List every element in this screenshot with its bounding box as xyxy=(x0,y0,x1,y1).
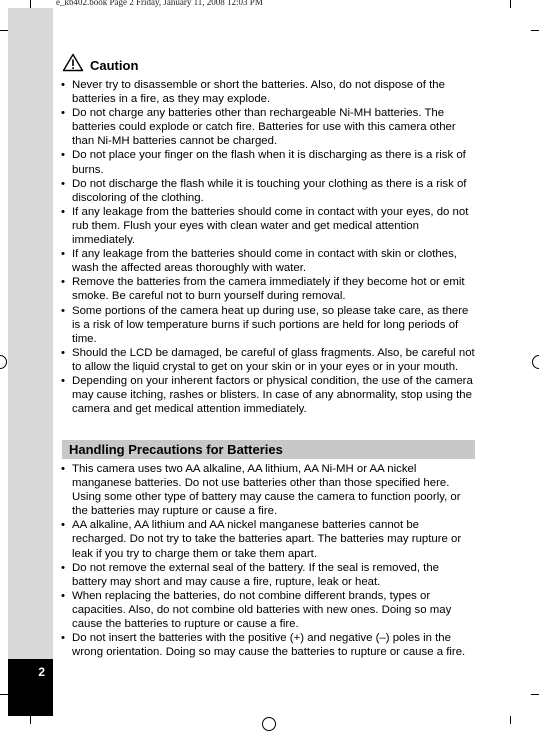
crop-mark xyxy=(510,0,511,8)
list-item: • AA alkaline, AA lithium and AA nickel manganese batteries cannot be recharged. Do not try to take the batteries apart. The batteries may rupture or leak if you try to charge them or take them apart. xyxy=(60,518,476,560)
list-item: • When replacing the batteries, do not combine different brands, types or capacities. Also, do not combine old batteries with new ones. Doing so may cause the batteries to rupture or cause a fire. xyxy=(60,589,476,631)
crop-mark xyxy=(531,30,539,31)
left-margin-band xyxy=(8,8,53,716)
print-header: e_kb402.book Page 2 Friday, January 11, 2008 12:03 PM xyxy=(56,0,263,7)
crop-mark xyxy=(30,716,31,724)
list-item: • Do not charge any batteries other than rechargeable Ni-MH batteries. The batteries could explode or catch fire. Batteries for use with this camera other than Ni-MH batteries cannot be charged. xyxy=(60,106,476,148)
batteries-list xyxy=(60,462,476,659)
list-item: • Do not remove the external seal of the battery. If the seal is removed, the battery may short and may cause a fire, rupture, leak or heat. xyxy=(60,561,476,589)
list-item: • If any leakage from the batteries should come in contact with your eyes, do not rub them. Flush your eyes with clean water and get medical attention immediately. xyxy=(60,205,476,247)
caution-list xyxy=(60,78,476,416)
list-item: • Do not place your finger on the flash when it is discharging as there is a risk of burns. xyxy=(60,148,476,176)
crop-mark xyxy=(30,0,31,8)
list-item: • Do not discharge the flash while it is touching your clothing as there is a risk of discoloring of the clothing. xyxy=(60,177,476,205)
crop-mark xyxy=(510,716,511,724)
caution-heading xyxy=(62,55,138,75)
caution-title: Caution xyxy=(90,57,139,73)
list-item: • If any leakage from the batteries should come in contact with skin or clothes, wash the affected areas thoroughly with water. xyxy=(60,247,476,275)
list-item: • Do not insert the batteries with the positive (+) and negative (–) poles in the wrong orientation. Doing so may cause the batteries to rupture or cause a fire. xyxy=(60,631,476,659)
crop-mark xyxy=(0,30,8,31)
registration-mark xyxy=(0,355,7,369)
crop-mark xyxy=(0,694,8,695)
list-item: • Never try to disassemble or short the batteries. Also, do not dispose of the batteries in a fire, as they may explode. xyxy=(60,78,476,106)
list-item: • Depending on your inherent factors or physical condition, the use of the camera may cause itching, rashes or blisters. In case of any abnormality, stop using the camera and get medical attention immediately. xyxy=(60,374,476,416)
crop-mark xyxy=(531,694,539,695)
warning-triangle-icon xyxy=(62,53,84,77)
list-item: • Remove the batteries from the camera immediately if they become hot or emit smoke. Be careful not to burn yourself during removal. xyxy=(60,275,476,303)
section-heading: Handling Precautions for Batteries xyxy=(62,440,475,459)
registration-mark xyxy=(532,355,539,369)
registration-mark xyxy=(262,717,276,731)
list-item: • Some portions of the camera heat up during use, so please take care, as there is a risk of low temperature burns if such portions are held for long periods of time. xyxy=(60,304,476,346)
list-item: • Should the LCD be damaged, be careful of glass fragments. Also, be careful not to allow the liquid crystal to get on your skin or in your eyes or in your mouth. xyxy=(60,346,476,374)
list-item: • This camera uses two AA alkaline, AA lithium, AA Ni-MH or AA nickel manganese batteries. Do not use batteries other than those specified here. Using some other type of battery may cause the camera to function poorly, or the batteries may rupture or cause a fire. xyxy=(60,462,476,518)
page-number: 2 xyxy=(38,665,45,679)
